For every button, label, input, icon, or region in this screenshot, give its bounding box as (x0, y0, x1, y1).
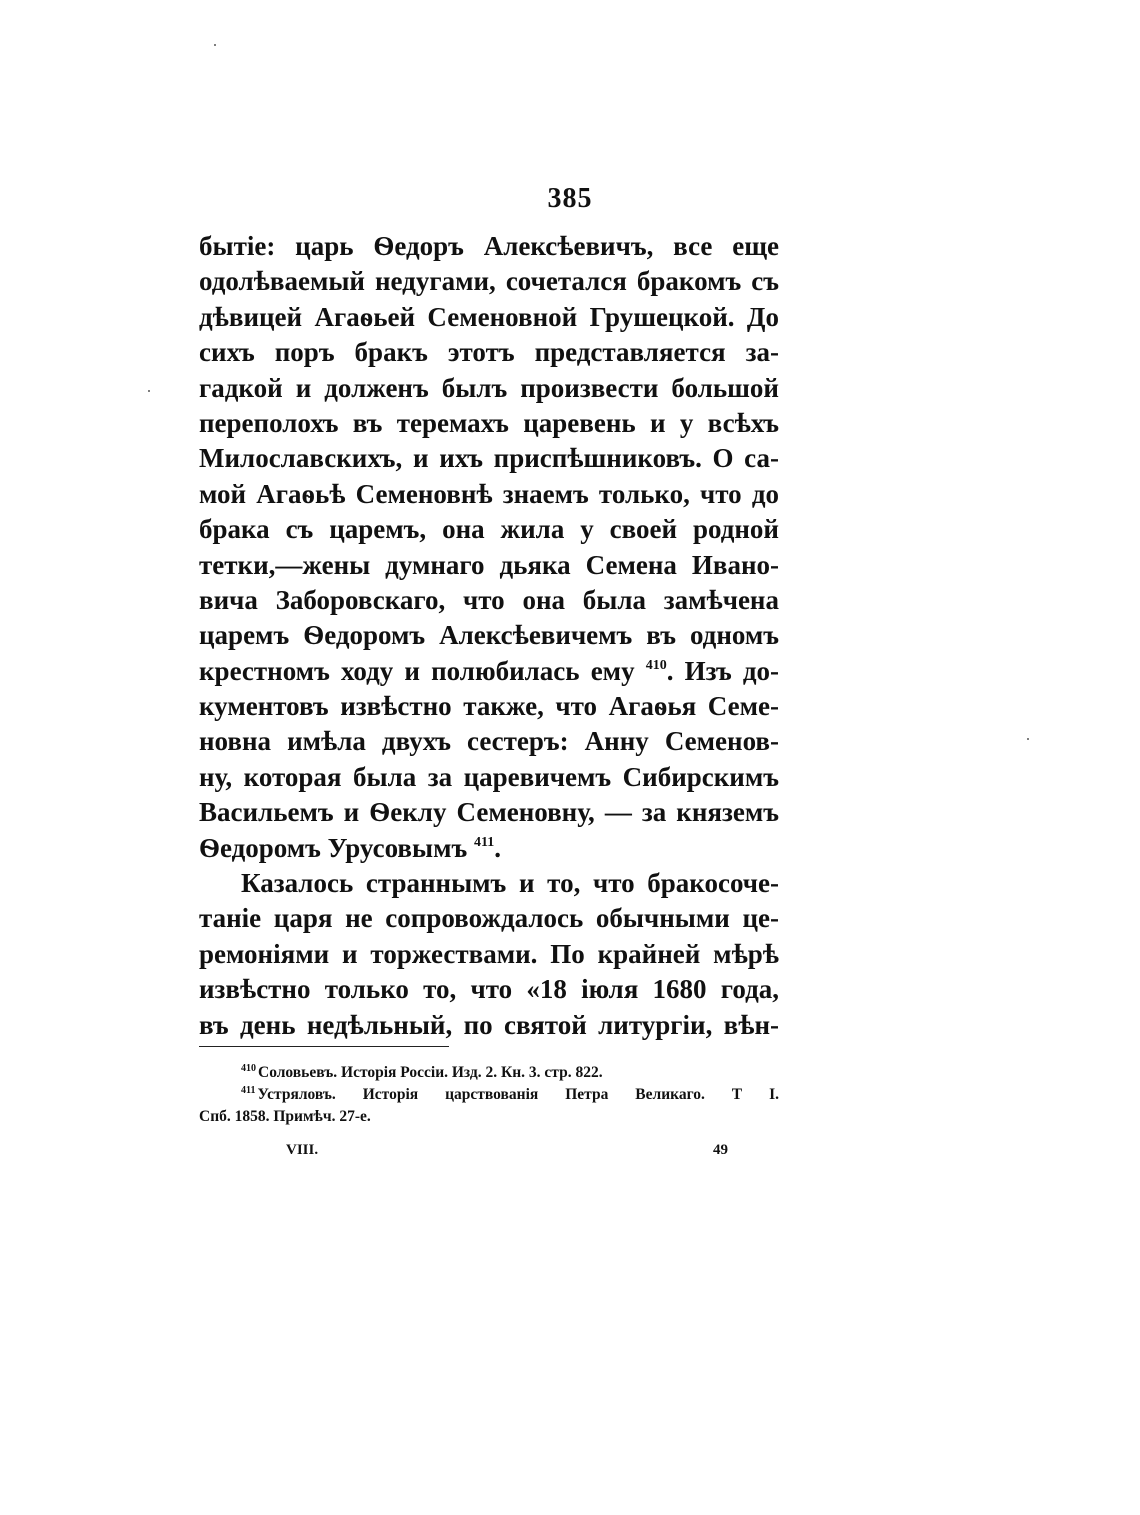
footnote-continuation: Спб. 1858. Примѣч. 27-е. (199, 1108, 371, 1125)
footnotes (199, 1062, 779, 1128)
sheet-signature: 49 (713, 1142, 728, 1158)
text-line: сихъ поръ бракъ этотъ представляется за- (199, 337, 779, 368)
text-line: новна имѣла двухъ сестеръ: Анну Семенов- (199, 726, 779, 757)
main-text (199, 229, 779, 1043)
footnote-mark: 411 (241, 1085, 256, 1096)
text-line: царемъ Ѳедоромъ Алексѣевичемъ въ одномъ (199, 620, 779, 651)
footnote-reference[interactable]: 411 (473, 834, 495, 850)
text-line (199, 831, 779, 866)
footnote-reference[interactable]: 410 (645, 657, 667, 673)
page-number: 385 (547, 183, 593, 214)
text-line: вича Заборовскаго, что она была замѣчена (199, 584, 779, 615)
scan-speck (148, 390, 150, 392)
text-line: Милославскихъ, и ихъ приспѣшниковъ. О са- (199, 443, 779, 474)
text-line: тетки,—жены думнаго дьяка Семена Ивано- (199, 549, 779, 580)
text-line: ремоніями и торжествами. По крайней мѣрѣ (199, 938, 779, 969)
footnote-divider (199, 1046, 449, 1047)
volume-signature: VIII. (286, 1142, 319, 1158)
text-segment: крестномъ ходу и полюбилась ему (199, 655, 646, 686)
footnote-mark: 410 (241, 1063, 256, 1074)
text-line: дѣвицей Агаѳьей Семеновной Грушецкой. До (199, 301, 779, 332)
footnote (199, 1062, 779, 1084)
text-line: Казалось страннымъ и то, что бракосоче- (241, 868, 779, 899)
text-line: Васильемъ и Ѳеклу Семеновну, — за княземъ (199, 797, 779, 828)
text-line: ну, которая была за царевичемъ Сибирскимъ (199, 761, 779, 792)
text-segment: . (494, 832, 501, 863)
text-line: бытіе: царь Ѳедоръ Алексѣевичъ, все еще (199, 231, 779, 261)
text-segment: Ѳедоромъ Урусовымъ (199, 832, 474, 863)
text-line: переполохъ въ теремахъ царевень и у всѣхъ (199, 407, 779, 438)
text-line: въ день недѣльный, по святой литургіи, вѣн- (199, 1009, 779, 1040)
text-line: мой Агаѳьѣ Семеновнѣ знаемъ только, что до (199, 478, 779, 509)
text-line: гадкой и долженъ былъ произвести большой (199, 372, 779, 403)
footnote (199, 1084, 779, 1106)
text-line: извѣстно только то, что «18 іюля 1680 года, (199, 974, 779, 1005)
text-line: брака съ царемъ, она жила у своей родной (199, 514, 779, 545)
text-line: одолѣваемый недугами, сочетался бракомъ съ (199, 266, 779, 297)
footnote-text: Соловьевъ. Исторія Россіи. Изд. 2. Кн. 3. стр. 822. (258, 1064, 603, 1081)
text-line: таніе царя не сопровождалось обычными це- (199, 903, 779, 934)
scan-speck (1027, 738, 1029, 740)
footnote-text: Устряловъ. Исторія царствованія Петра Великаго. Т І. (257, 1086, 779, 1103)
text-segment: . Изъ до- (666, 655, 779, 686)
scan-speck (214, 44, 216, 46)
text-line (199, 654, 779, 689)
text-line: кументовъ извѣстно также, что Агаѳья Семе- (199, 691, 779, 722)
